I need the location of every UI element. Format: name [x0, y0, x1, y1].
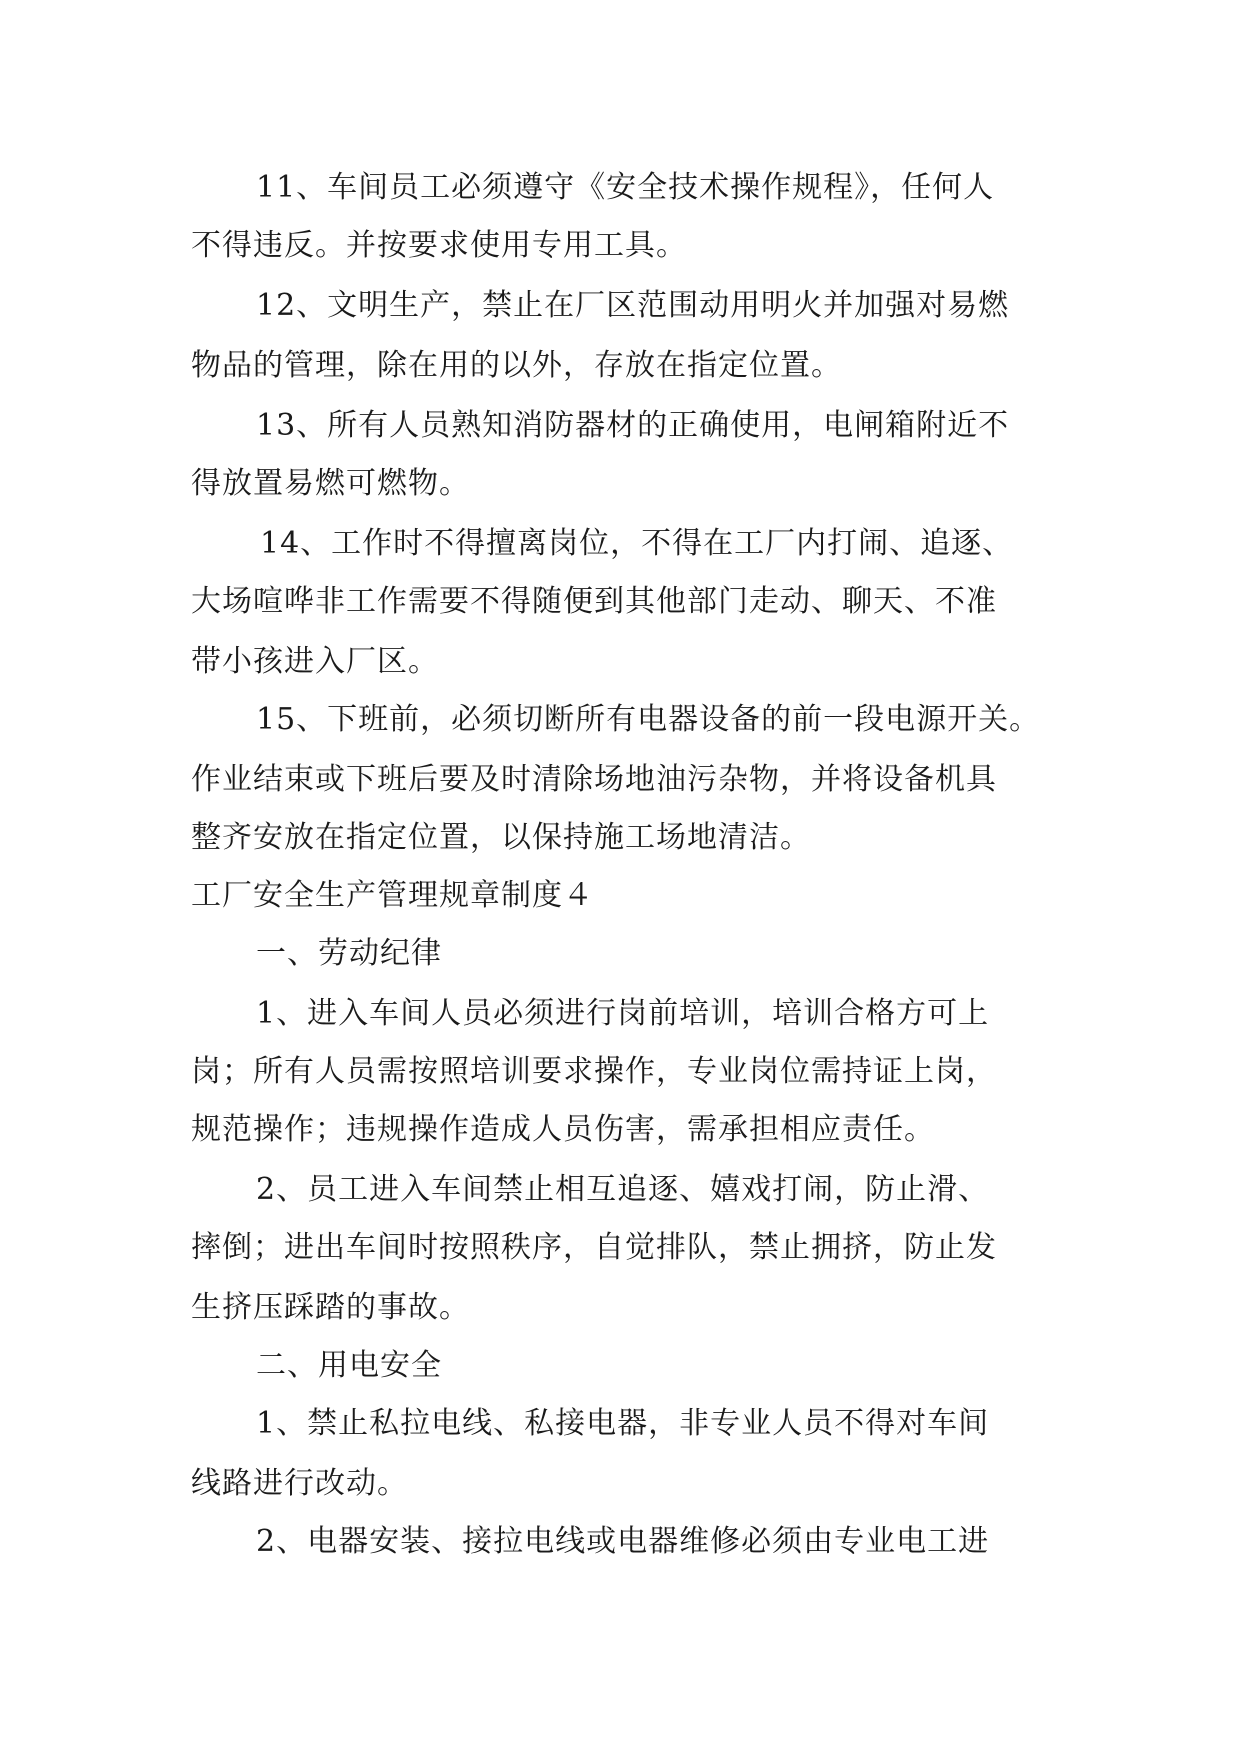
text-line: 生挤压踩踏的事故。 [191, 1290, 470, 1325]
text-line: 规范操作；违规操作造成人员伤害，需承担相应责任。 [191, 1112, 935, 1147]
section-title: 工厂安全生产管理规章制度４ [191, 878, 594, 913]
text-line: 12、文明生产，禁止在厂区范围动用明火并加强对易燃 [256, 288, 1010, 323]
text-line: 物品的管理，除在用的以外，存放在指定位置。 [191, 348, 842, 383]
text-line: 带小孩进入厂区。 [191, 644, 439, 679]
text-line: 不得违反。并按要求使用专用工具。 [191, 228, 687, 263]
text-line: 大场喧哗非工作需要不得随便到其他部门走动、聊天、不准 [191, 584, 997, 619]
text-line: 2、电器安装、接拉电线或电器维修必须由专业电工进 [256, 1524, 990, 1559]
text-line: 摔倒；进出车间时按照秩序，自觉排队，禁止拥挤，防止发 [191, 1230, 997, 1265]
section-heading: 二、用电安全 [256, 1348, 442, 1383]
text-line: 整齐安放在指定位置，以保持施工场地清洁。 [191, 820, 811, 855]
text-line: 得放置易燃可燃物。 [191, 466, 470, 501]
text-line: 岗；所有人员需按照培训要求操作，专业岗位需持证上岗， [191, 1054, 997, 1089]
text-line: 2、员工进入车间禁止相互追逐、嬉戏打闹，防止滑、 [256, 1172, 990, 1207]
text-line: 线路进行改动。 [191, 1466, 408, 1501]
section-heading: 一、劳动纪律 [256, 936, 442, 971]
text-line: 14、工作时不得擅离岗位，不得在工厂内打闹、追逐、 [260, 526, 1014, 561]
text-line: 11、车间员工必须遵守《安全技术操作规程》，任何人 [256, 170, 995, 205]
text-line: 1、禁止私拉电线、私接电器，非专业人员不得对车间 [256, 1406, 990, 1441]
text-line: 1、进入车间人员必须进行岗前培训，培训合格方可上 [256, 996, 990, 1031]
text-line: 13、所有人员熟知消防器材的正确使用，电闸箱附近不 [256, 408, 1010, 443]
text-line: 作业结束或下班后要及时清除场地油污杂物，并将设备机具 [191, 762, 997, 797]
text-line: 15、下班前，必须切断所有电器设备的前一段电源开关。 [256, 702, 1041, 737]
